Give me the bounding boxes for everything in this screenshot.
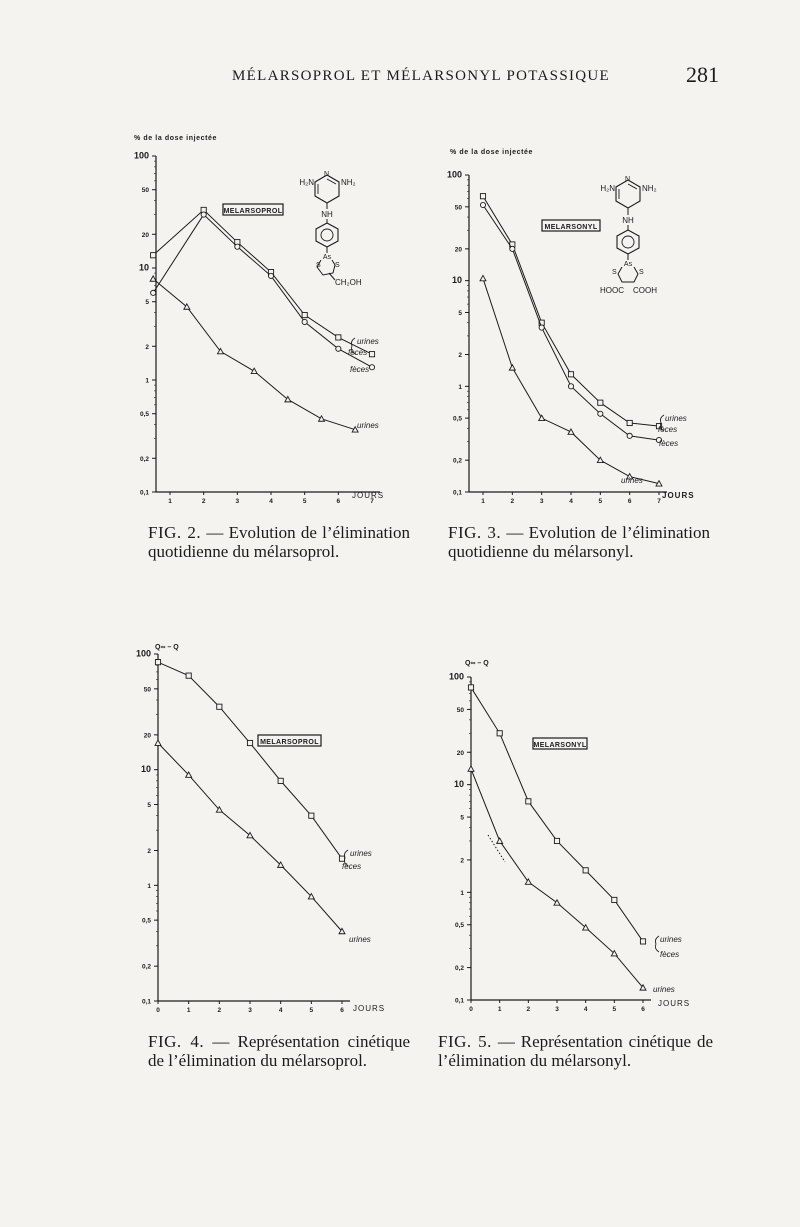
- x-tick-label: 5: [598, 498, 603, 505]
- data-point: [509, 365, 515, 370]
- struct-linker: NH: [622, 216, 634, 225]
- figure-2-caption: [148, 523, 410, 561]
- data-point: [568, 384, 573, 389]
- y-tick-label: 20: [456, 749, 464, 757]
- legend-label: urines: [660, 935, 682, 944]
- y-tick-label: 0,1: [141, 998, 151, 1006]
- page-number: 281: [686, 62, 719, 87]
- data-point: [302, 312, 307, 317]
- y-tick-label: 20: [454, 246, 462, 254]
- caption-text: — Représentation cinétique de l’élimination du mélarsoprol.: [148, 1032, 410, 1070]
- drug-label-box: [258, 735, 321, 746]
- y-tick-label: 10: [140, 764, 151, 775]
- figure-5-chart: [440, 655, 725, 1013]
- x-tick-label: 6: [627, 498, 632, 505]
- y-tick-label: 2: [147, 848, 151, 856]
- x-tick-label: 4: [583, 1006, 588, 1013]
- legend-brace: [655, 936, 659, 952]
- struct-ring-n: N: [625, 176, 631, 183]
- y-tick-label: 5: [145, 299, 149, 307]
- data-point: [235, 244, 240, 249]
- data-point: [186, 673, 191, 678]
- y-tick-label: 0,2: [454, 965, 464, 973]
- y-tick-label: 5: [458, 309, 462, 317]
- y-tick-label: 0,5: [452, 415, 462, 423]
- x-tick-label: 1: [186, 1007, 191, 1014]
- y-axis-title: % de la dose injectée: [450, 149, 534, 156]
- data-point: [468, 766, 474, 771]
- x-tick-label: 2: [217, 1007, 222, 1014]
- caption-text: — Evolution de l’élimination quotidienne du mélarsoprol.: [148, 523, 410, 561]
- data-series: [150, 207, 379, 432]
- x-tick-label: 0: [469, 1006, 473, 1013]
- data-point: [480, 202, 485, 207]
- data-point: [480, 194, 485, 199]
- data-point: [319, 416, 325, 421]
- x-tick-label: 7: [370, 498, 374, 505]
- axes: [136, 649, 350, 1015]
- data-point: [278, 778, 283, 783]
- figure-2-chart: [120, 125, 410, 510]
- y-tick-label: 2: [145, 343, 149, 351]
- y-tick-label: 100: [133, 150, 149, 161]
- data-point: [302, 319, 307, 324]
- legend-label: fèces: [658, 425, 678, 434]
- series-line: [483, 278, 659, 483]
- y-tick-label: 50: [454, 204, 462, 212]
- data-series: [468, 685, 682, 994]
- data-series: [480, 194, 687, 486]
- drug-label-box: [542, 220, 600, 231]
- data-point: [247, 740, 252, 745]
- data-point: [598, 411, 603, 416]
- x-tick-label: 1: [497, 1006, 502, 1013]
- y-axis-title: Q∞ – Q: [465, 660, 489, 667]
- data-point: [627, 433, 632, 438]
- data-point: [612, 897, 617, 902]
- struct-amine-right: NH₂: [642, 184, 657, 193]
- x-tick-label: 6: [641, 1006, 645, 1013]
- x-tick-label: 6: [336, 498, 341, 505]
- drug-label: MELARSOPROL: [223, 208, 283, 215]
- data-series: [155, 660, 372, 944]
- x-tick-label: 3: [555, 1006, 559, 1013]
- y-tick-label: 2: [458, 352, 462, 360]
- caption-text: — Représentation cinétique de l’élimination du mélarsonyl.: [438, 1032, 713, 1070]
- chemical-structure: [600, 176, 657, 295]
- series-line: [158, 662, 342, 859]
- y-tick-label: 1: [458, 383, 462, 391]
- y-tick-label: 20: [143, 732, 151, 740]
- legend-label: urines: [621, 476, 643, 485]
- x-tick-label: 2: [526, 1006, 531, 1013]
- caption-text: — Evolution de l’élimination quotidienne du mélarsonyl.: [448, 523, 710, 561]
- x-tick-label: 6: [340, 1007, 344, 1014]
- data-point: [640, 939, 645, 944]
- y-tick-label: 0,1: [454, 997, 464, 1005]
- drug-label: MELARSONYL: [533, 742, 587, 749]
- drug-label-box: [223, 204, 283, 215]
- y-tick-label: 50: [141, 187, 149, 195]
- data-point: [480, 275, 486, 280]
- data-point: [554, 900, 560, 905]
- x-tick-label: 4: [269, 498, 273, 505]
- x-tick-label: 3: [539, 498, 544, 505]
- figure-3-caption: [448, 523, 710, 561]
- legend-label: fèces: [350, 365, 370, 374]
- legend-label: urines: [350, 849, 372, 858]
- x-axis-title: JOURS: [353, 1004, 386, 1013]
- data-point: [497, 731, 502, 736]
- caption-number: FIG. 5.: [438, 1032, 492, 1051]
- figure-4-chart: [125, 640, 410, 1015]
- data-point: [151, 290, 156, 295]
- data-point: [151, 253, 156, 258]
- x-tick-label: 2: [510, 498, 515, 505]
- y-tick-label: 20: [141, 231, 149, 239]
- struct-side-group: CH₂OH: [335, 278, 362, 287]
- struct-amine-right: NH₂: [341, 178, 356, 187]
- y-tick-label: 1: [145, 377, 149, 385]
- y-tick-label: 10: [453, 779, 464, 790]
- data-point: [339, 856, 344, 861]
- y-axis-title: % de la dose injectée: [134, 135, 218, 142]
- data-point: [568, 372, 573, 377]
- legend-label: urines: [357, 337, 379, 346]
- y-tick-label: 50: [143, 686, 151, 694]
- struct-sulfur-2: S: [335, 262, 340, 269]
- legend-label: fèces: [660, 950, 680, 959]
- x-tick-label: 4: [278, 1007, 283, 1014]
- y-tick-label: 10: [138, 262, 149, 273]
- data-point: [539, 325, 544, 330]
- running-title: MÉLARSOPROL ET MÉLARSONYL POTASSIQUE: [232, 68, 610, 84]
- x-tick-label: 4: [569, 498, 573, 505]
- legend-label: urines: [349, 935, 371, 944]
- drug-label-box: [533, 738, 587, 749]
- x-tick-label: 3: [235, 498, 240, 505]
- page-header: [0, 62, 800, 92]
- struct-linker: NH: [321, 210, 333, 219]
- x-tick-label: 3: [248, 1007, 252, 1014]
- x-tick-label: 7: [657, 498, 661, 505]
- data-point: [526, 799, 531, 804]
- data-point: [201, 212, 206, 217]
- series-line: [153, 215, 372, 368]
- x-axis-title: JOURS: [658, 999, 691, 1008]
- y-tick-label: 0,2: [139, 455, 149, 463]
- struct-amine-left: H₂N: [299, 178, 314, 187]
- data-point: [497, 838, 503, 843]
- y-tick-label: 0,2: [452, 457, 462, 465]
- struct-arsenic: As: [322, 254, 332, 261]
- data-point: [568, 429, 574, 434]
- y-tick-label: 100: [446, 169, 462, 180]
- drug-label: MELARSONYL: [544, 224, 598, 231]
- y-tick-label: 1: [460, 889, 464, 897]
- data-point: [336, 335, 341, 340]
- x-tick-label: 0: [156, 1007, 160, 1014]
- struct-ring-n: N: [324, 171, 330, 178]
- x-tick-label: 5: [309, 1007, 314, 1014]
- y-tick-label: 5: [460, 814, 464, 822]
- caption-number: FIG. 2.: [148, 523, 202, 542]
- y-tick-label: 10: [451, 275, 462, 286]
- data-point: [309, 813, 314, 818]
- x-tick-label: 1: [168, 498, 172, 505]
- struct-sulfur-1: S: [316, 262, 321, 269]
- y-tick-label: 5: [147, 801, 151, 809]
- data-point: [510, 246, 515, 251]
- series-line: [153, 279, 355, 430]
- legend-label: urines: [653, 985, 675, 994]
- y-tick-label: 100: [135, 648, 151, 659]
- legend-label: urines: [357, 421, 379, 430]
- y-tick-label: 0,5: [141, 917, 151, 925]
- dotted-guide-line: [488, 835, 505, 862]
- y-axis-title: Q∞ – Q: [155, 644, 179, 651]
- y-tick-label: 1: [147, 882, 151, 890]
- drug-label: MELARSOPROL: [260, 739, 319, 746]
- data-point: [468, 685, 473, 690]
- struct-right-group: COOH: [633, 286, 657, 295]
- legend-label: urines: [665, 414, 687, 423]
- struct-sulfur-1: S: [612, 269, 617, 276]
- legend-label: fèces: [348, 348, 368, 357]
- data-point: [369, 365, 374, 370]
- struct-left-group: HOOC: [600, 286, 624, 295]
- data-point: [554, 838, 559, 843]
- data-point: [336, 346, 341, 351]
- figure-4-caption: [148, 1032, 410, 1070]
- x-tick-label: 2: [201, 498, 206, 505]
- y-tick-label: 2: [460, 857, 464, 865]
- data-point: [627, 420, 632, 425]
- figure-5-caption: [438, 1032, 713, 1070]
- y-tick-label: 0,5: [139, 411, 149, 419]
- data-point: [251, 368, 257, 373]
- y-tick-label: 50: [456, 706, 464, 714]
- struct-arsenic: As: [623, 261, 633, 268]
- data-point: [217, 704, 222, 709]
- data-point: [155, 740, 161, 745]
- caption-number: FIG. 3.: [448, 523, 502, 542]
- x-tick-label: 5: [302, 498, 307, 505]
- data-point: [155, 660, 160, 665]
- data-point: [583, 868, 588, 873]
- struct-amine-left: H₂N: [600, 184, 615, 193]
- x-axis-title: JOURS: [352, 491, 385, 500]
- data-point: [369, 352, 374, 357]
- x-axis-title: JOURS: [662, 491, 695, 500]
- caption-number: FIG. 4.: [148, 1032, 205, 1051]
- chemical-structure: [299, 171, 362, 287]
- legend-label: fèces: [342, 862, 362, 871]
- y-tick-label: 100: [448, 671, 464, 682]
- y-tick-label: 0,1: [452, 489, 462, 497]
- legend-label: fèces: [659, 439, 679, 448]
- data-point: [539, 415, 545, 420]
- x-tick-label: 5: [612, 1006, 617, 1013]
- y-tick-label: 0,1: [139, 489, 149, 497]
- figure-3-chart: [440, 140, 725, 510]
- x-tick-label: 1: [481, 498, 485, 505]
- struct-sulfur-2: S: [639, 269, 644, 276]
- data-point: [268, 273, 273, 278]
- y-tick-label: 0,2: [141, 963, 151, 971]
- data-point: [598, 400, 603, 405]
- y-tick-label: 0,5: [454, 922, 464, 930]
